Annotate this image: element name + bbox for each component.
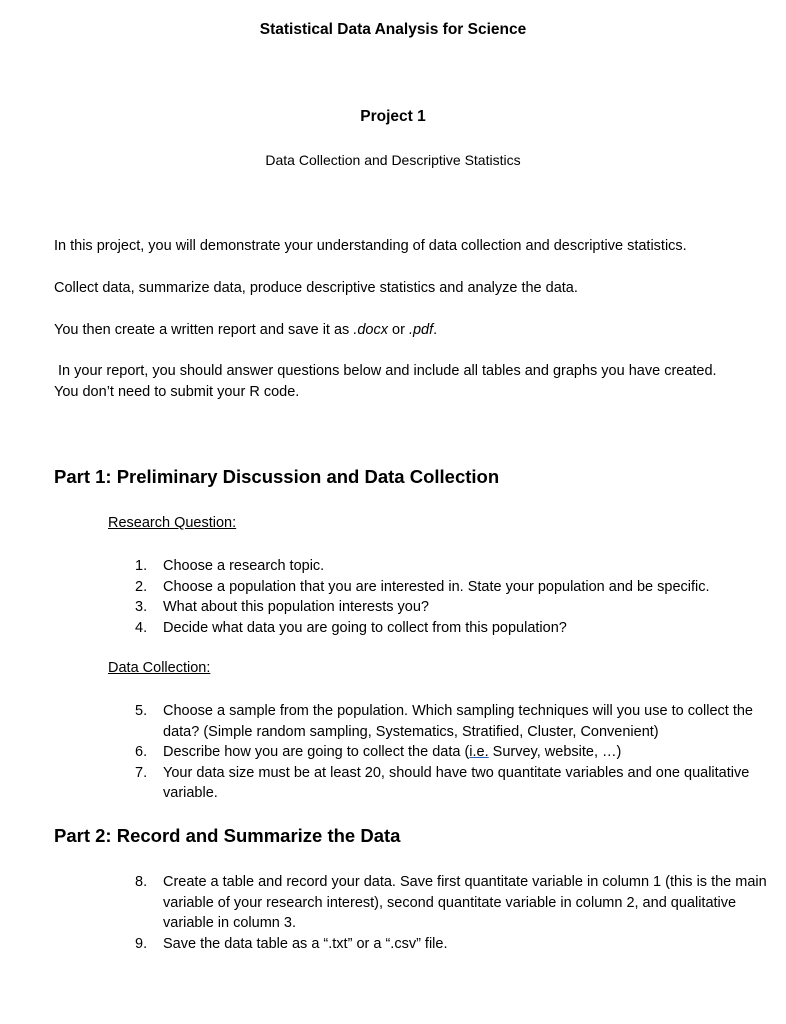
item-text (163, 744, 621, 760)
item-number: 6. (135, 744, 148, 760)
project-subtitle: Data Collection and Descriptive Statistics (265, 152, 521, 168)
part1-heading: Part 1: Preliminary Discussion and Data Collection (54, 466, 500, 487)
item-text: Save the data table as a “.txt” or a “.csv” file. (163, 935, 448, 952)
p3-suffix: . (433, 322, 438, 338)
p3-or: or (387, 322, 409, 338)
intro-paragraph-4 (54, 361, 774, 403)
item-number: 2. (135, 578, 148, 595)
item-text: Choose a sample from the population. Which sampling techniques will you use to collect the data? (Simple random sampling, Systematics, Stratified, Cluster, Convenient) (163, 703, 753, 740)
item-text: Choose a research topic. (163, 558, 325, 574)
item-number: 4. (135, 619, 148, 636)
item-text: What about this population interests you? (163, 599, 429, 615)
p3-prefix: You then create a written report and save it as (54, 322, 354, 338)
item6-prefix: Describe how you are going to collect the data ( (163, 744, 470, 760)
docx-extension: .docx (353, 322, 388, 338)
list-item (135, 934, 775, 955)
intro-paragraph-1: In this project, you will demonstrate your understanding of data collection and descriptive statistics. (54, 238, 687, 254)
ie-abbreviation: i.e. (469, 744, 489, 760)
item-number: 7. (135, 764, 148, 781)
part2-heading: Part 2: Record and Summarize the Data (54, 825, 401, 846)
list-item (135, 701, 775, 742)
list-item (135, 742, 775, 763)
item-text: Your data size must be at least 20, should have two quantitate variables and one qualitative variable. (163, 764, 750, 801)
course-title: Statistical Data Analysis for Science (259, 21, 527, 38)
list-item (135, 872, 775, 934)
list-item (135, 618, 775, 639)
research-question-list (135, 556, 775, 638)
item-number: 1. (135, 558, 148, 574)
list-item (135, 577, 775, 598)
intro-paragraph-2: Collect data, summarize data, produce descriptive statistics and analyze the data. (54, 280, 578, 296)
p4-line-2: You don’t need to submit your R code. (54, 384, 300, 400)
research-question-label: Research Question: (108, 515, 237, 531)
item6-suffix: Survey, website, …) (488, 744, 622, 760)
list-item (135, 763, 775, 804)
item-number: 3. (135, 599, 148, 615)
project-title: Project 1 (360, 108, 426, 125)
item-text: Create a table and record your data. Save first quantitate variable in column 1 (this is the main variable of your research interest), second quantitate variable in column 2, and qualitative variable in column 3. (163, 874, 767, 931)
item-number: 9. (135, 935, 148, 952)
item-text: Choose a population that you are interested in. State your population and be specific. (163, 578, 710, 595)
intro-paragraph-3 (54, 320, 774, 341)
data-collection-label: Data Collection: (108, 660, 211, 676)
pdf-extension: .pdf (408, 322, 434, 338)
p4-line-1: In your report, you should answer questions below and include all tables and graphs you have created. (54, 363, 717, 379)
record-data-list (135, 872, 775, 954)
list-item (135, 597, 775, 618)
data-collection-list (135, 701, 775, 804)
list-item (135, 556, 775, 577)
item-number: 8. (135, 874, 148, 890)
item-number: 5. (135, 703, 148, 719)
item-text: Decide what data you are going to collect from this population? (163, 619, 567, 636)
